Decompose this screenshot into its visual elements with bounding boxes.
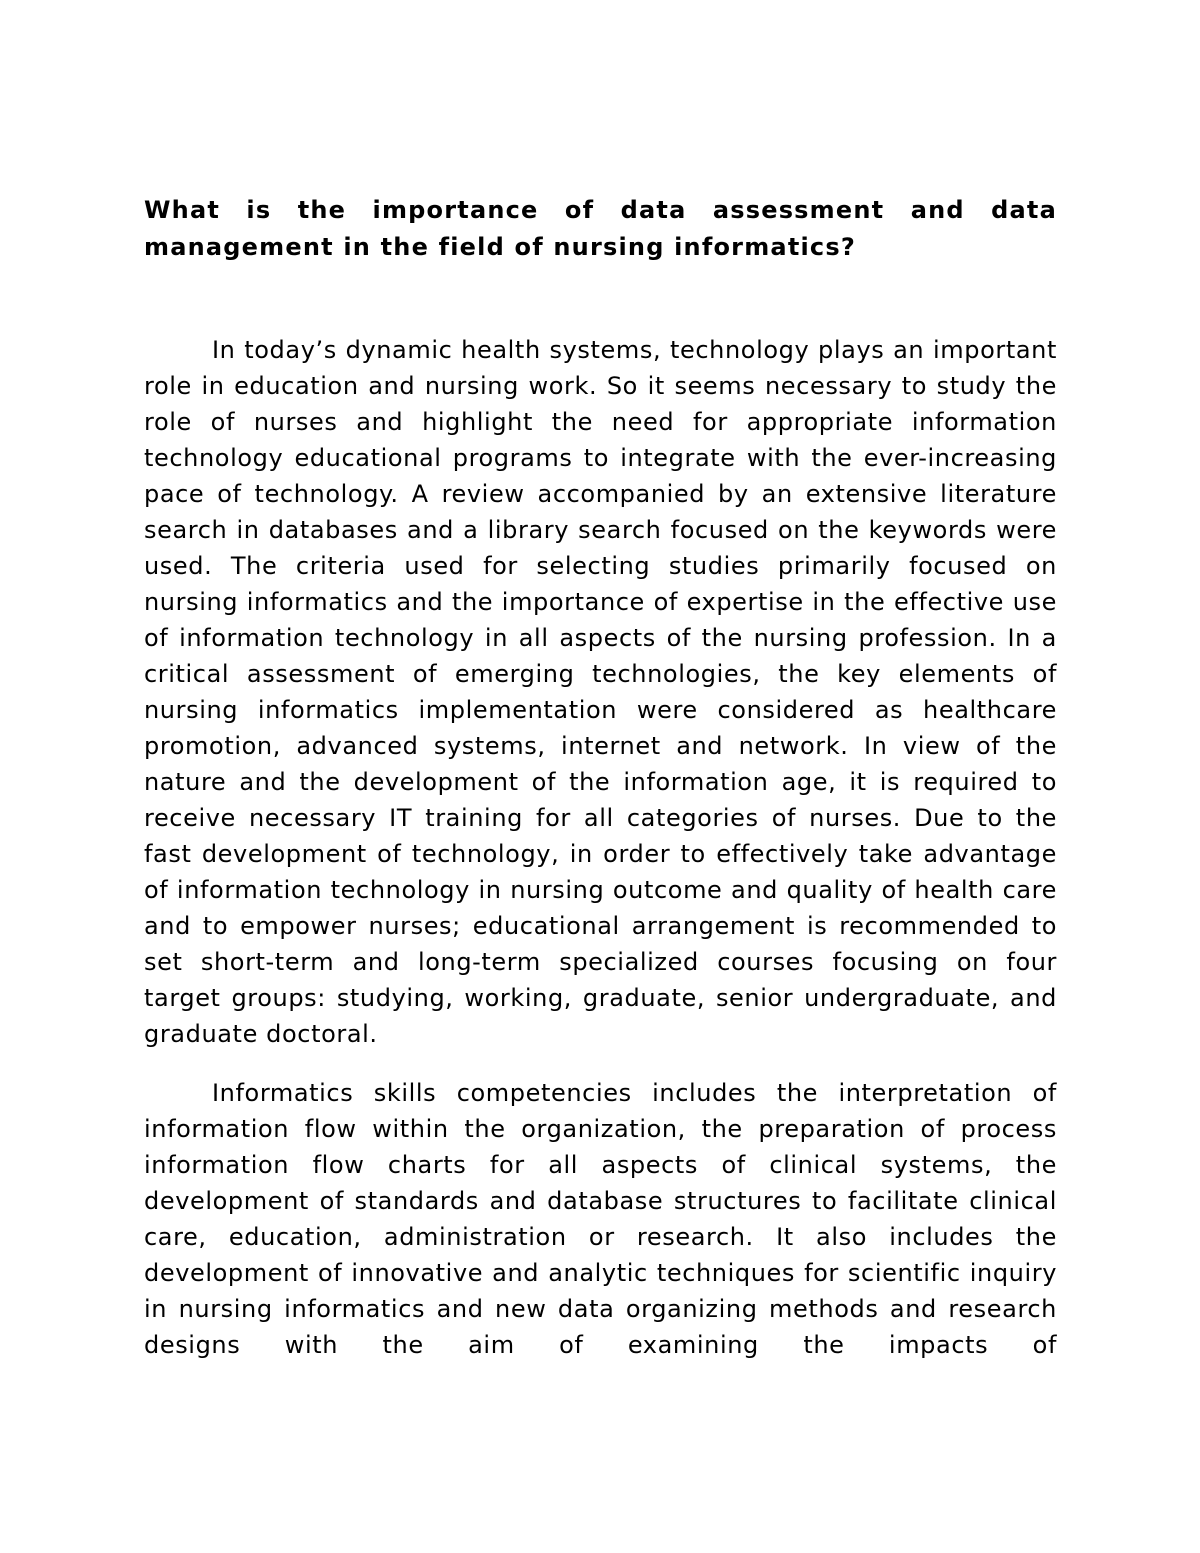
document-title: What is the importance of data assessment and data management in the field of nursing informatics? (144, 196, 1057, 261)
paragraph-intro: In today’s dynamic health systems, technology plays an important role in education and nursing work. So it seems necessary to study the role of nurses and highlight the need for appropriate information technology educational programs to integrate with the ever-increasing pace of technology. A review accompanied by an extensive literature search in databases and a library search focused on the keywords were used. The criteria used for selecting studies primarily focused on nursing informatics and the importance of expertise in the effective use of information technology in all aspects of the nursing profession. In a critical assessment of emerging technologies, the key elements of nursing informatics implementation were considered as healthcare promotion, advanced systems, internet and network. In view of the nature and the development of the information age, it is required to receive necessary IT training for all categories of nurses. Due to the fast development of technology, in order to effectively take advantage of information technology in nursing outcome and quality of health care and to empower nurses; educational arrangement is recommended to set short-term and long-term specialized courses focusing on four target groups: studying, working, graduate, senior undergraduate, and graduate doctoral. (144, 336, 1057, 1048)
paragraph-informatics-skills: Informatics skills competencies includes the interpretation of information flow within the organization, the preparation of process information flow charts for all aspects of clinical systems, the development of standards and database structures to facilitate clinical care, education, administration or research. It also includes the development of innovative and analytic techniques for scientific inquiry in nursing informatics and new data organizing methods and research designs with the aim of examining the impacts of (144, 1079, 1057, 1359)
document-body (144, 192, 1057, 1363)
